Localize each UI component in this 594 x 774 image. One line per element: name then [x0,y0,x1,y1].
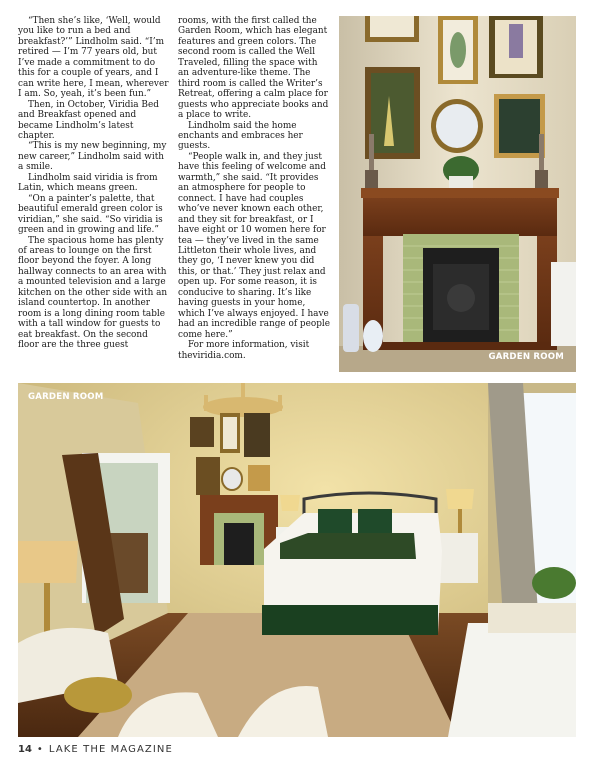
paragraph: For more information, visit theviridia.com. [178,340,310,361]
photo-caption: GARDEN ROOM [28,392,104,402]
paragraph: Lindholm said viridia is from Latin, which means green. [18,172,158,194]
footer-separator: • [36,744,44,755]
page-footer [18,744,173,755]
fireplace-illustration [339,16,576,372]
paragraph: “On a painter’s palette, that beautiful emerald green color is viridian,” she said. “So viridia is green and in growing and life.” [18,193,163,236]
paragraph: Then, in October, Viridia Bed and Breakfast opened and became Lindholm’s latest chapter. [18,99,159,141]
fireplace-photo [339,16,576,372]
bedroom-illustration [18,383,576,737]
paragraph: rooms, with the first called the Garden Room, which has elegant features and green colors. The second room is called the Well Traveled, filling the space with an adventure-like theme. The third room is called the Writer’s Retreat, offering a calm place for guests who appreciate books and a place to write. [178,16,329,121]
paragraph: Lindholm said the home enchants and embraces her guests. [178,120,303,152]
photo-caption: GARDEN ROOM [488,352,564,362]
article-column-1 [18,16,170,351]
paragraph: “Then she’s like, ‘Well, would you like to run a bed and breakfast?’” Lindholm said. “I’m retired — I’m 77 years old, but I’ve made a commitment to do this for a couple of years, and I can write here, I mean, wherever I am. So, yeah, it’s been fun.” [18,16,169,100]
paragraph: “This is my new beginning, my new career,” Lindholm said with a smile. [18,141,167,173]
publication-name: LAKE THE MAGAZINE [48,744,173,755]
article-column-2 [178,16,330,361]
bedroom-photo [18,383,576,737]
paragraph: “People walk in, and they just have this feeling of welcome and warmth,” she said. “It provides an atmosphere for people to connect. I have had couples who’ve never known each other, and they sit for breakfast, or I have eight or 10 women here for tea — they’ve lived in the same Littleton their whole lives, and they go, ‘I never knew you did this, or that.’ They just relax and open up. For some reason, it is conducive to sharing. It’s like having guests in your home, which I’ve always enjoyed. I have had an incredible range of people come here.” [178,151,330,340]
paragraph: The spacious home has plenty of areas to lounge on the first floor beyond the foyer. A long hallway connects to an area with a mounted television and a large kitchen on the other side with an island countertop. In another room is a long dining room table with a tall window for guests to eat breakfast. On the second floor are the three guest [18,235,168,351]
page-number: 14 [18,744,32,755]
